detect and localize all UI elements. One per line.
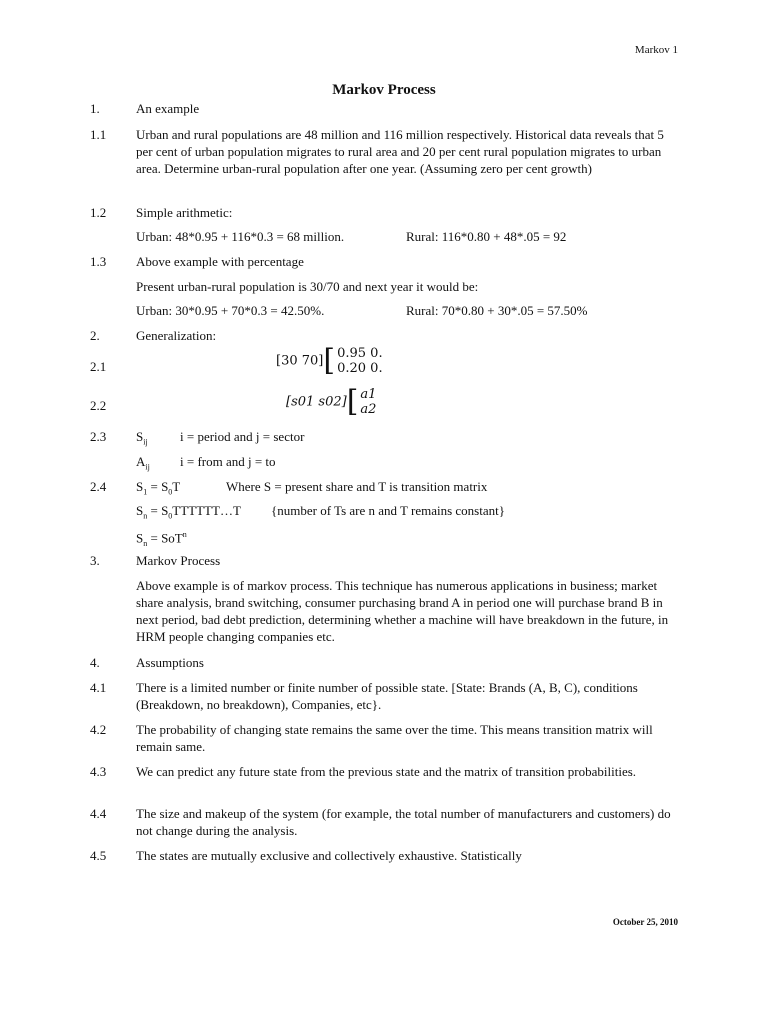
section-paragraph: The probability of changing state remains the same over the time. This means transition matrix will remain same. <box>136 722 653 754</box>
section-number: 4.1 <box>90 680 107 695</box>
page-header-label: Markov 1 <box>634 44 678 56</box>
section-paragraph: The size and makeup of the system (for example, the total number of manufacturers and customers) do not change during the analysis. <box>136 806 671 838</box>
equation-sn: $S_n$ = $S_0TTTTTT\dots T$ <box>136 503 241 521</box>
definition-text: Where S = present share and T is transition matrix <box>226 479 488 494</box>
section-paragraph: Urban and rural populations are 48 million and 116 million respectively. Historical data reveals that 5 per cent of urban population migrates to rural area and 20 per cent rural population migrates to urban area. Determine urban-rural population after one year. (Assuming zero per cent growth) <box>136 127 664 176</box>
matrix-bracket: [ <box>323 346 336 378</box>
definition-text: i = period and j = sector <box>180 429 305 444</box>
urban-calc: Urban: 48*0.95 + 116*0.3 = 68 million. <box>136 229 345 244</box>
section-number: 1.3 <box>90 254 107 269</box>
matrix-bracket: [ <box>346 387 359 419</box>
section-number: 1.2 <box>90 205 107 220</box>
page-title: Markov Process <box>332 82 436 98</box>
urban-calc: Urban: 30*0.95 + 70*0.3 = 42.50%. <box>136 303 325 318</box>
section-number: 2.1 <box>90 359 107 374</box>
section-paragraph: The states are mutually exclusive and collectively exhaustive. Statistically <box>136 848 522 863</box>
section-number: 4.3 <box>90 764 107 779</box>
section-number: 2. <box>90 328 100 343</box>
equation-sn-power: $S_n = SoT^n$ <box>136 530 187 548</box>
section-heading: Generalization: <box>136 328 217 343</box>
matrix-equation-2-2 <box>286 387 384 419</box>
section-paragraph: Above example is of markov process. This technique has numerous applications in business; market share analysis, brand switching, consumer purchasing brand A in period one will purchase brand B in next period, bad debt prediction, determining whether a machine will have breakdown in the future, in HRM people changing companies etc. <box>136 578 669 644</box>
row-vector: [30 70] <box>276 353 324 369</box>
section-paragraph: We can predict any future state from the previous state and the matrix of transition probabilities. <box>136 764 637 779</box>
section-number: 2.2 <box>90 398 107 413</box>
matrix-row: 0.95 0. <box>337 346 383 361</box>
matrix-row: a1 <box>360 387 377 402</box>
section-heading: An example <box>136 101 200 116</box>
section-number: 4.5 <box>90 848 107 863</box>
rural-calc: Rural: 116*0.80 + 48*.05 = 92 <box>406 229 567 244</box>
section-number: 3. <box>90 553 100 568</box>
section-number: 1.1 <box>90 127 107 142</box>
section-number: 2.4 <box>90 479 107 494</box>
section-heading: Assumptions <box>136 655 204 670</box>
equation-s1: $S_1 = S_0T$ <box>136 479 181 497</box>
section-heading: Markov Process <box>136 553 221 568</box>
section-heading: Above example with percentage <box>136 254 304 269</box>
section-number: 1. <box>90 101 100 116</box>
symbol-a-ij: $A_{ij}$ <box>136 454 150 472</box>
matrix-row: 0.20 0. <box>337 361 383 376</box>
matrix-row: a2 <box>360 402 377 417</box>
section-number: 4. <box>90 655 100 670</box>
section-heading: Simple arithmetic: <box>136 205 233 220</box>
transition-matrix <box>337 346 382 376</box>
symbol-s-ij: $S_{ij}$ <box>136 429 148 447</box>
section-number: 2.3 <box>90 429 107 444</box>
section-paragraph: Present urban-rural population is 30/70 and next year it would be: <box>136 279 479 294</box>
footer-date: October 25, 2010 <box>612 917 678 927</box>
row-vector: [s01 s02] <box>286 394 347 410</box>
transition-matrix <box>360 387 376 417</box>
section-paragraph: There is a limited number or finite number of possible state. [State: Brands (A, B, C), conditions (Breakdown, no breakdown), Companies, etc}. <box>136 680 638 712</box>
definition-text: {number of Ts are n and T remains constant} <box>271 503 505 518</box>
definition-text: i = from and j = to <box>180 454 276 469</box>
section-number: 4.2 <box>90 722 107 737</box>
rural-calc: Rural: 70*0.80 + 30*.05 = 57.50% <box>406 303 588 318</box>
matrix-equation-2-1 <box>276 346 402 382</box>
section-number: 4.4 <box>90 806 107 821</box>
